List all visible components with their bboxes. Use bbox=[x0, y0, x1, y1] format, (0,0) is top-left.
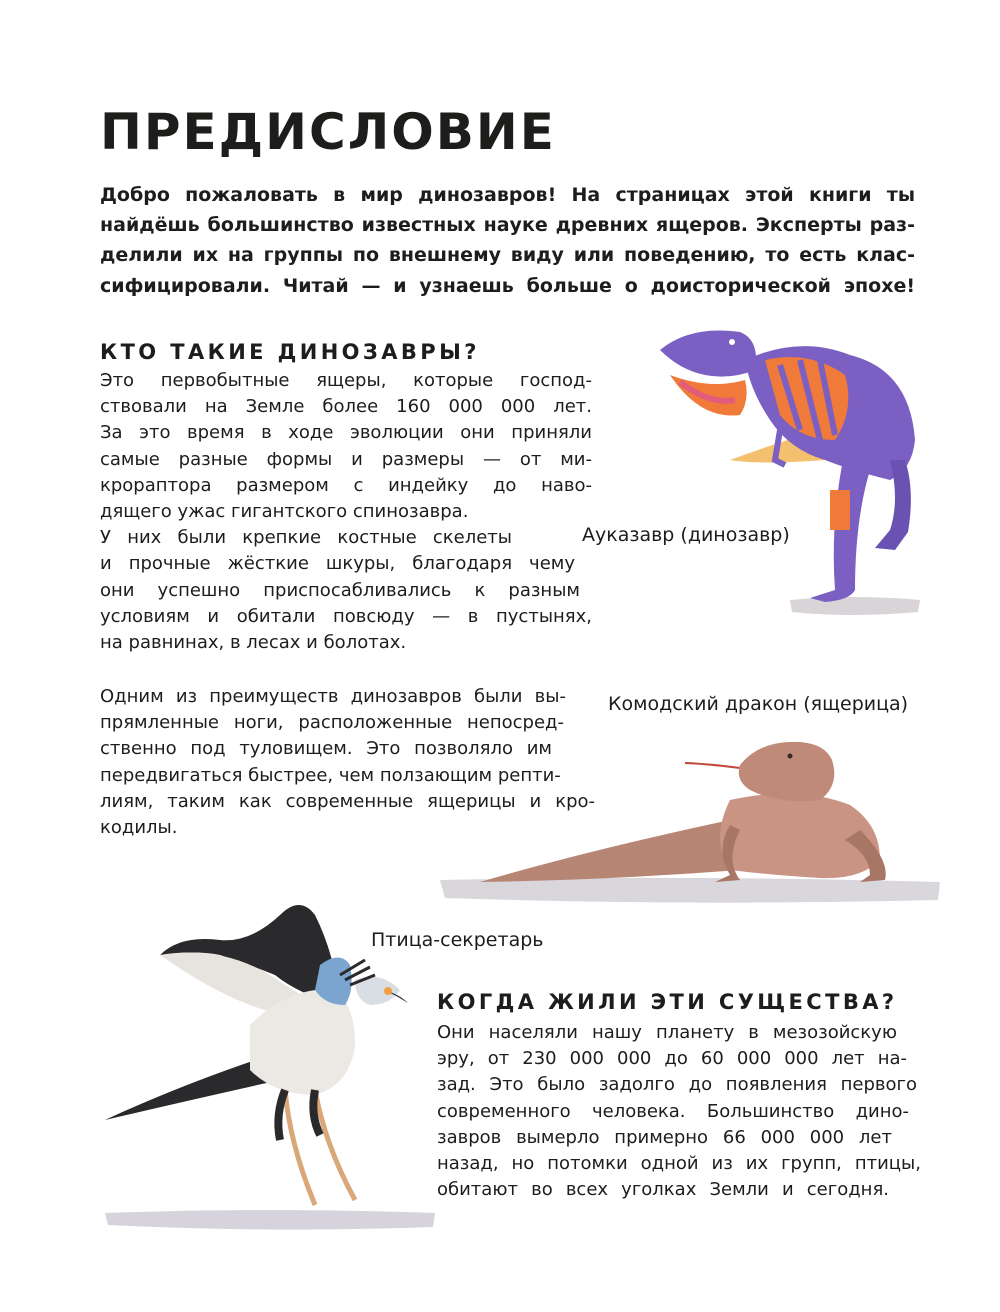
eye bbox=[788, 754, 793, 759]
secretary-bird-illustration bbox=[100, 895, 440, 1240]
section-heading-when: КОГДА ЖИЛИ ЭТИ СУЩЕСТВА? bbox=[437, 990, 898, 1014]
text-line: они успешно приспосабливались к разным bbox=[100, 579, 580, 601]
intro-line: делили их на группы по внешнему виду или поведению, то есть клас- bbox=[100, 244, 915, 267]
text-line: самые разные формы и размеры — от ми- bbox=[100, 448, 592, 470]
text-line: крораптора размером с индейку до наво- bbox=[100, 474, 592, 496]
text-line: Одним из преимуществ динозавров были вы- bbox=[100, 686, 566, 707]
eye-patch bbox=[384, 987, 392, 995]
section1-paragraph1 bbox=[100, 368, 592, 656]
text-line: ствовали на Земле более 160 000 000 лет. bbox=[100, 396, 592, 418]
intro-paragraph bbox=[100, 180, 915, 301]
ground-shadow bbox=[105, 1210, 435, 1230]
text-line: на равнинах, в лесах и болотах. bbox=[100, 632, 407, 654]
page-title: ПРЕДИСЛОВИЕ bbox=[100, 103, 556, 161]
text-line: Они населяли нашу планету в мезозойскую bbox=[437, 1022, 897, 1043]
intro-line: найдёшь большинство известных науке древних ящеров. Эксперты раз- bbox=[100, 214, 915, 237]
aucasaurus-illustration bbox=[650, 320, 940, 625]
text-line: ственно под туловищем. Это позволяло им bbox=[100, 738, 552, 760]
intro-line: Добро пожаловать в мир динозавров! На страницах этой книги ты bbox=[100, 184, 915, 206]
head bbox=[660, 330, 756, 376]
ground-shadow bbox=[790, 597, 920, 615]
komodo-dragon-illustration bbox=[440, 730, 945, 910]
tail bbox=[480, 820, 743, 882]
text-line: дящего ужас гигантского спинозавра. bbox=[100, 501, 469, 523]
tongue bbox=[685, 763, 740, 768]
eye bbox=[729, 339, 735, 345]
text-line: прямленные ноги, расположенные непосред- bbox=[100, 712, 564, 734]
legs bbox=[285, 1090, 355, 1205]
text-line: лиям, таким как современные ящерицы и кро- bbox=[100, 790, 595, 812]
ground-shadow bbox=[440, 878, 940, 903]
text-line: передвигаться быстрее, чем ползающим репти- bbox=[100, 764, 561, 786]
caption-aucasaurus: Ауказавр (динозавр) bbox=[582, 524, 790, 546]
section-heading-who: КТО ТАКИЕ ДИНОЗАВРЫ? bbox=[100, 340, 480, 364]
caption-secretary-bird: Птица-секретарь bbox=[371, 929, 544, 951]
section2-paragraph bbox=[437, 1020, 921, 1203]
text-line: зад. Это было задолго до появления первого bbox=[437, 1074, 917, 1096]
leg-stripe bbox=[830, 490, 850, 530]
text-line: завров вымерло примерно 66 000 000 лет bbox=[437, 1126, 892, 1148]
thighs bbox=[278, 1090, 320, 1140]
caption-komodo: Комодский дракон (ящерица) bbox=[608, 693, 909, 715]
text-line: условиям и обитали повсюду — в пустынях, bbox=[100, 605, 592, 627]
text-line: обитают во всех уголках Земли и сегодня. bbox=[437, 1179, 889, 1201]
text-line: кодилы. bbox=[100, 817, 178, 839]
text-line: современного человека. Большинство дино- bbox=[437, 1100, 909, 1122]
text-line: У них были крепкие костные скелеты bbox=[100, 527, 512, 549]
head bbox=[739, 742, 835, 801]
intro-line: сифицировали. Читай — и узнаешь больше о доисторической эпохе! bbox=[100, 274, 915, 297]
text-line: За это время в ходе эволюции они приняли bbox=[100, 422, 592, 444]
text-line: эру, от 230 000 000 до 60 000 000 лет на- bbox=[437, 1048, 907, 1070]
text-line: Это первобытные ящеры, которые господ- bbox=[100, 370, 592, 391]
text-line: назад, но потомки одной из их групп, птицы, bbox=[437, 1153, 921, 1175]
text-line: и прочные жёсткие шкуры, благодаря чему bbox=[100, 553, 575, 575]
